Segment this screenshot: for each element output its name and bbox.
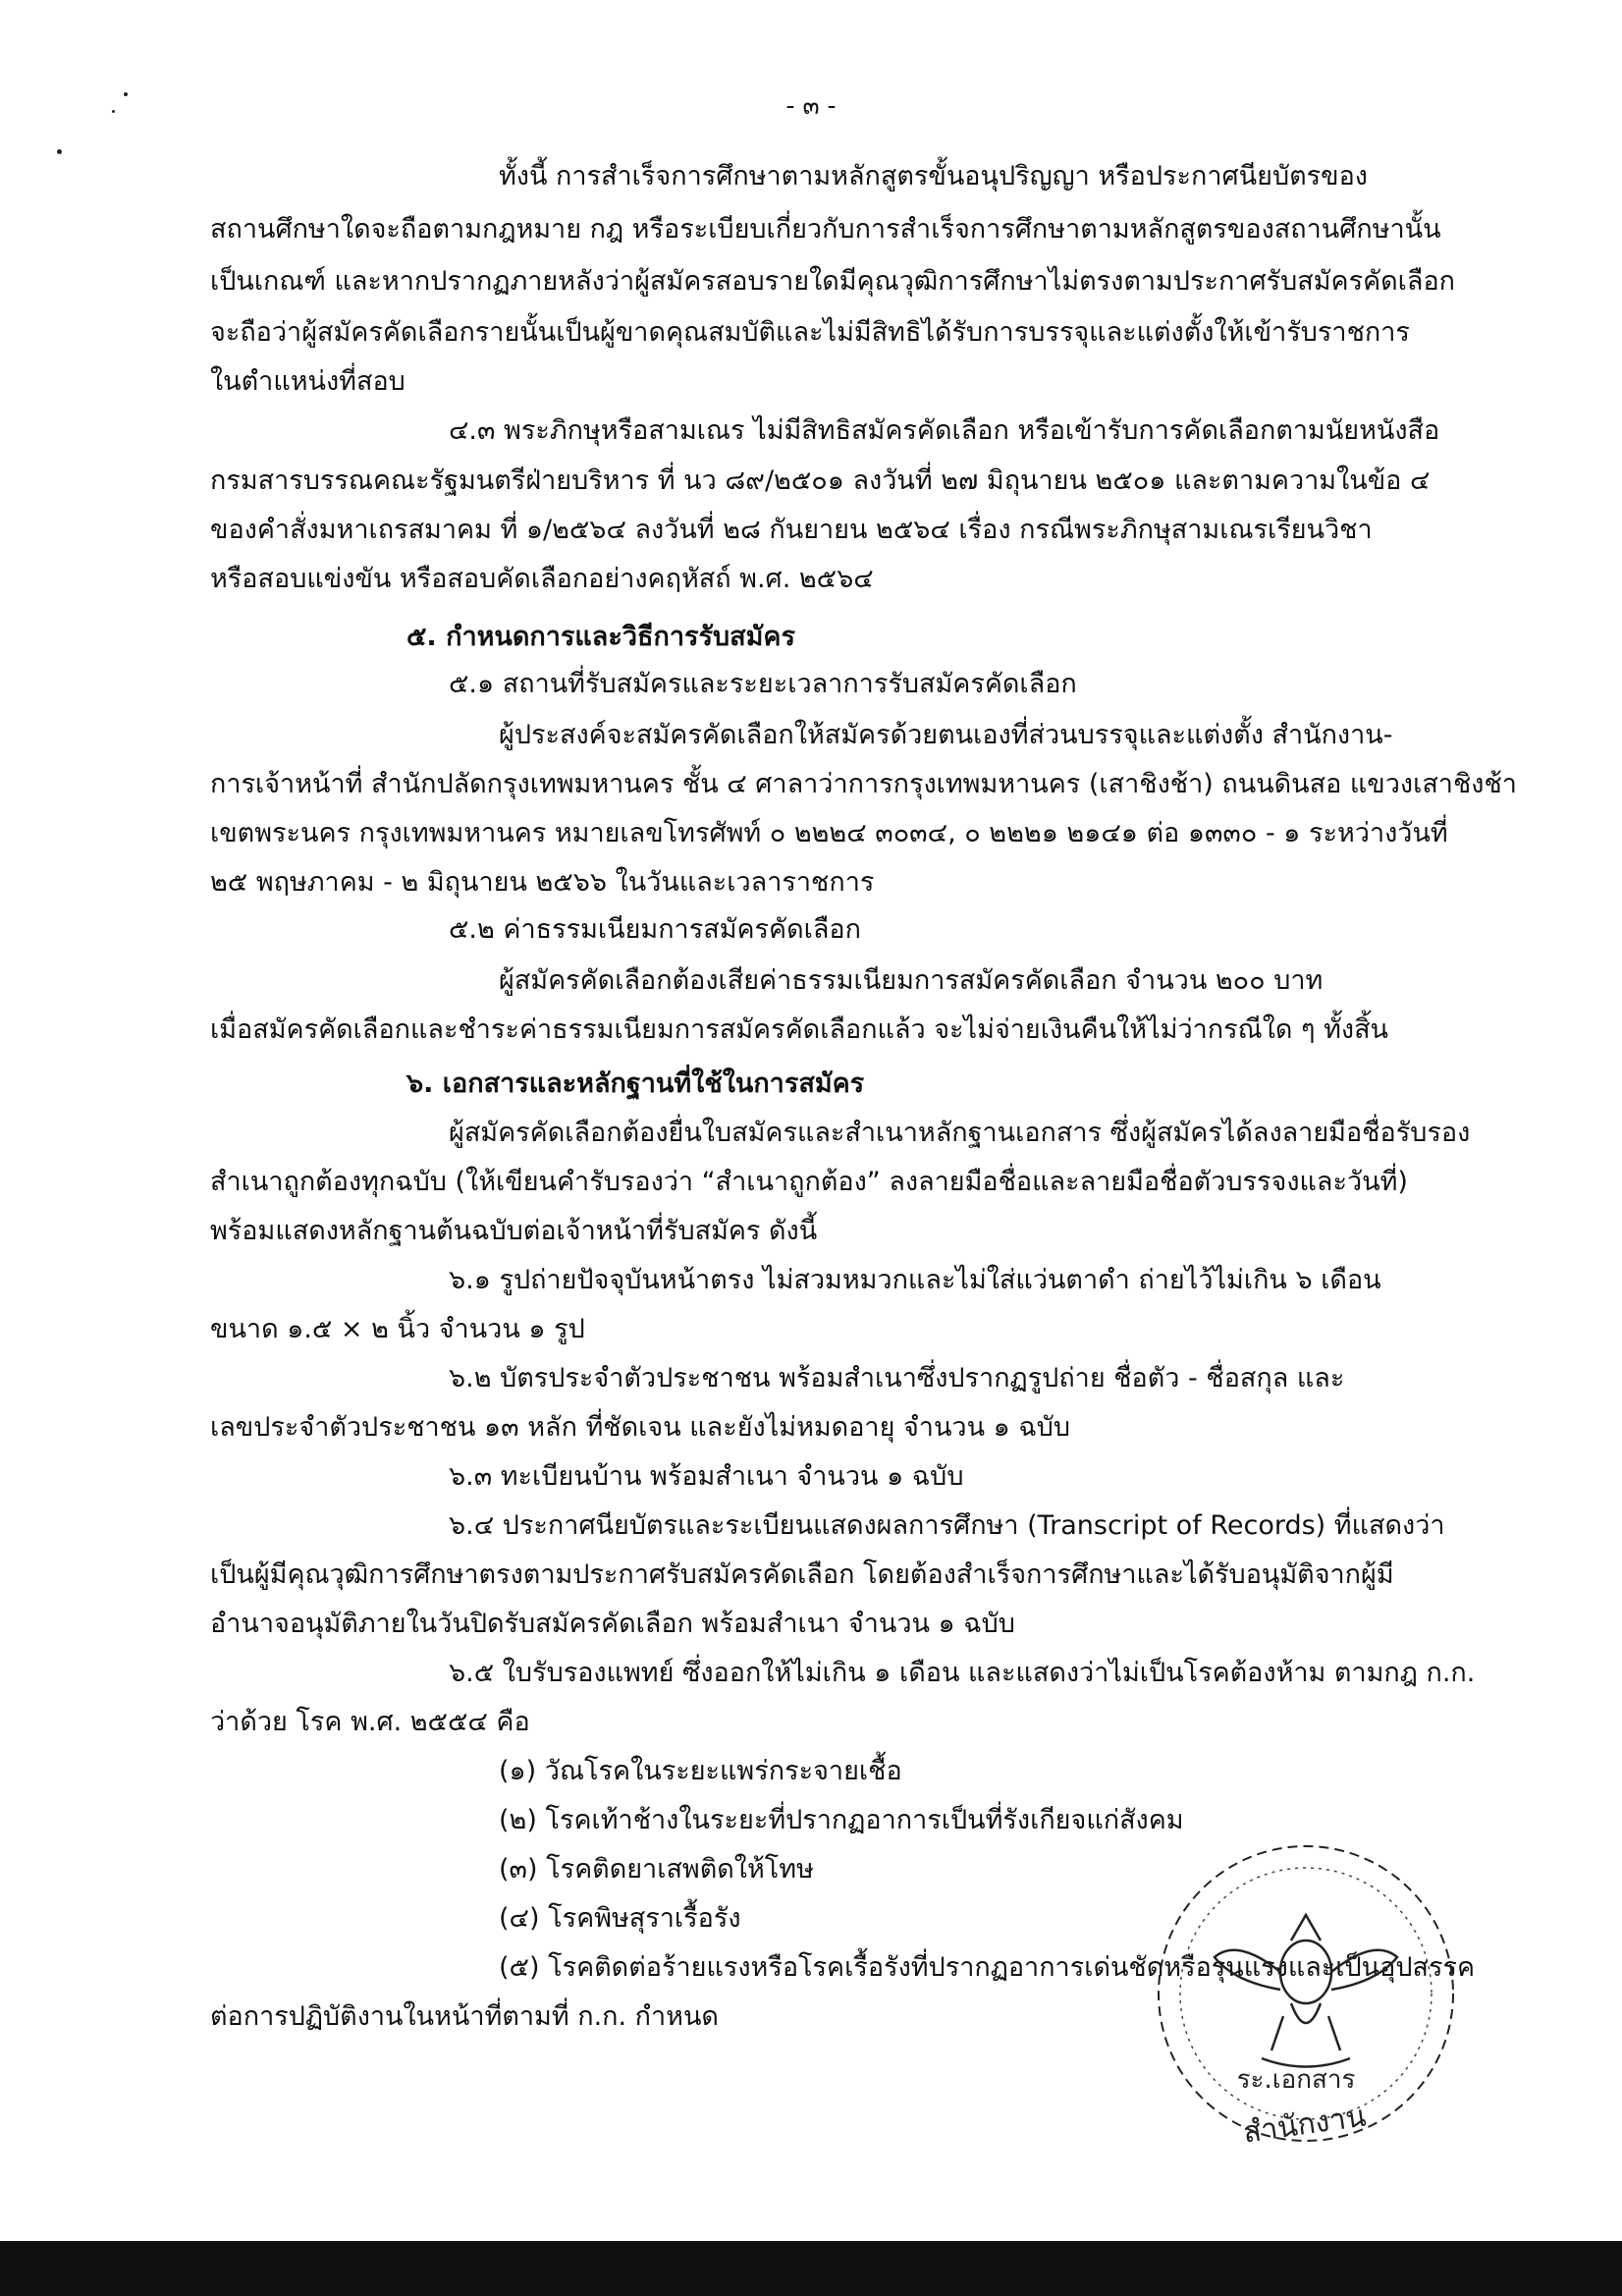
seal-label-top: ระ.เอกสาร xyxy=(1236,2065,1356,2095)
section-heading: ๕. กำหนดการและวิธีการรับสมัคร xyxy=(406,622,795,652)
page-number: - ๓ - xyxy=(785,91,837,120)
list-item: ๖.๓ ทะเบียนบ้าน พร้อมสำเนา จำนวน ๑ ฉบับ xyxy=(449,1461,964,1492)
paragraph-line: เป็นผู้มีคุณวุฒิการศึกษาตรงตามประกาศรับสมัครคัดเลือก โดยต้องสำเร็จการศึกษาและได้รับอนุมัติจากผู้มี xyxy=(210,1559,1394,1590)
paragraph-line: ผู้ประสงค์จะสมัครคัดเลือกให้สมัครด้วยตนเองที่ส่วนบรรจุและแต่งตั้ง สำนักงาน- xyxy=(499,720,1393,750)
official-seal xyxy=(1144,1825,1468,2163)
paragraph-line: กรมสารบรรณคณะรัฐมนตรีฝ่ายบริหาร ที่ นว ๘๙/๒๕๐๑ ลงวันที่ ๒๗ มิถุนายน ๒๕๐๑ และตามความในข้อ ๔ xyxy=(210,465,1431,496)
paragraph-line: ผู้สมัครคัดเลือกต้องยื่นใบสมัครและสำเนาหลักฐานเอกสาร ซึ่งผู้สมัครได้ลงลายมือชื่อรับรอง xyxy=(449,1118,1471,1148)
paragraph-line: อำนาจอนุมัติภายในวันปิดรับสมัครคัดเลือก พร้อมสำเนา จำนวน ๑ ฉบับ xyxy=(210,1609,1015,1639)
paragraph-line: ของคำสั่งมหาเถรสมาคม ที่ ๑/๒๕๖๔ ลงวันที่ ๒๘ กันยายน ๒๕๖๔ เรื่อง กรณีพระภิกษุสามเณรเรียนวิชา xyxy=(210,515,1373,545)
paragraph-line: ขนาด ๑.๕ × ๒ นิ้ว จำนวน ๑ รูป xyxy=(210,1314,585,1344)
list-item: ๖.๒ บัตรประจำตัวประชาชน พร้อมสำเนาซึ่งปรากฏรูปถ่าย ชื่อตัว - ชื่อสกุล และ xyxy=(449,1363,1345,1394)
list-item: ๖.๑ รูปถ่ายปัจจุบันหน้าตรง ไม่สวมหมวกและไม่ใส่แว่นตาดำ ถ่ายไว้ไม่เกิน ๖ เดือน xyxy=(449,1265,1381,1295)
paragraph-line: ผู้สมัครคัดเลือกต้องเสียค่าธรรมเนียมการสมัครคัดเลือก จำนวน ๒๐๐ บาท xyxy=(499,965,1324,996)
paragraph-line: พร้อมแสดงหลักฐานต้นฉบับต่อเจ้าหน้าที่รับสมัคร ดังนี้ xyxy=(210,1216,818,1246)
paragraph-line: เมื่อสมัครคัดเลือกและชำระค่าธรรมเนียมการสมัครคัดเลือกแล้ว จะไม่จ่ายเงินคืนให้ไม่ว่ากรณีใด ๆ ทั้งสิ้น xyxy=(210,1014,1389,1045)
paragraph-line: เขตพระนคร กรุงเทพมหานคร หมายเลขโทรศัพท์ ๐ ๒๒๒๔ ๓๐๓๔, ๐ ๒๒๒๑ ๒๑๔๑ ต่อ ๑๓๓๐ - ๑ ระหว่างวันที่ xyxy=(210,818,1448,848)
disease-item: (๑) วัณโรคในระยะแพร่กระจายเชื้อ xyxy=(499,1756,902,1786)
disease-item: (๕) โรคติดต่อร้ายแรงหรือโรคเรื้อรังที่ปรากฏอาการเด่นชัดหรือรุนแรงและเป็นอุปสรรค xyxy=(499,1952,1476,1983)
paragraph-line: ต่อการปฏิบัติงานในหน้าที่ตามที่ ก.ก. กำหนด xyxy=(210,2001,719,2032)
paragraph-line: ๔.๓ พระภิกษุหรือสามเณร ไม่มีสิทธิสมัครคัดเลือก หรือเข้ารับการคัดเลือกตามนัยหนังสือ xyxy=(449,415,1440,446)
seal-label-bottom: สำนักงาน xyxy=(1240,2099,1369,2151)
list-item: ๖.๔ ประกาศนียบัตรและระเบียนแสดงผลการศึกษา (Transcript of Records) ที่แสดงว่า xyxy=(449,1510,1445,1541)
paragraph-line: เลขประจำตัวประชาชน ๑๓ หลัก ที่ชัดเจน และยังไม่หมดอายุ จำนวน ๑ ฉบับ xyxy=(210,1412,1071,1443)
list-item: ๖.๕ ใบรับรองแพทย์ ซึ่งออกให้ไม่เกิน ๑ เดือน และแสดงว่าไม่เป็นโรคต้องห้าม ตามกฎ ก.ก. xyxy=(449,1658,1476,1688)
scan-bottom-border xyxy=(0,2241,1622,2296)
paragraph-line: หรือสอบแข่งขัน หรือสอบคัดเลือกอย่างคฤหัสถ์ พ.ศ. ๒๕๖๔ xyxy=(210,564,874,594)
paragraph-line: เป็นเกณฑ์ และหากปรากฏภายหลังว่าผู้สมัครสอบรายใดมีคุณวุฒิการศึกษาไม่ตรงตามประกาศรับสมัครคัดเลือก xyxy=(210,266,1456,297)
paragraph-line: การเจ้าหน้าที่ สำนักปลัดกรุงเทพมหานคร ชั้น ๔ ศาลาว่าการกรุงเทพมหานคร (เสาชิงช้า) ถนนดินสอ แขวงเสาชิงช้า xyxy=(210,769,1517,799)
disease-item: (๒) โรคเท้าช้างในระยะที่ปรากฏอาการเป็นที่รังเกียจแก่สังคม xyxy=(499,1805,1184,1835)
paragraph-line: ว่าด้วย โรค พ.ศ. ๒๕๕๔ คือ xyxy=(210,1707,530,1737)
paragraph-line: สำเนาถูกต้องทุกฉบับ (ให้เขียนคำรับรองว่า “สำเนาถูกต้อง” ลงลายมือชื่อและลายมือชื่อตัวบรรจงและวันที่) xyxy=(210,1167,1408,1197)
section-heading: ๖. เอกสารและหลักฐานที่ใช้ในการสมัคร xyxy=(406,1068,865,1099)
paragraph-line: ในตำแหน่งที่สอบ xyxy=(210,366,406,397)
paragraph-line: ๒๕ พฤษภาคม - ๒ มิถุนายน ๒๕๖๖ ในวันและเวลาราชการ xyxy=(210,867,875,898)
paragraph-line: ทั้งนี้ การสำเร็จการศึกษาตามหลักสูตรขั้นอนุปริญญา หรือประกาศนียบัตรของ xyxy=(499,161,1368,191)
paragraph-line: สถานศึกษาใดจะถือตามกฎหมาย กฎ หรือระเบียบเกี่ยวกับการสำเร็จการศึกษาตามหลักสูตรของสถานศึกษานั้น xyxy=(210,214,1441,245)
subsection-heading: ๕.๒ ค่าธรรมเนียมการสมัครคัดเลือก xyxy=(449,914,861,945)
scan-speck xyxy=(57,149,62,154)
disease-item: (๓) โรคติดยาเสพติดให้โทษ xyxy=(499,1854,814,1885)
paragraph-line: จะถือว่าผู้สมัครคัดเลือกรายนั้นเป็นผู้ขาดคุณสมบัติและไม่มีสิทธิได้รับการบรรจุและแต่งตั้งให้เข้ารับราชการ xyxy=(210,317,1410,348)
subsection-heading: ๕.๑ สถานที่รับสมัครและระยะเวลาการรับสมัครคัดเลือก xyxy=(449,669,1077,699)
disease-item: (๔) โรคพิษสุราเรื้อรัง xyxy=(499,1903,741,1934)
